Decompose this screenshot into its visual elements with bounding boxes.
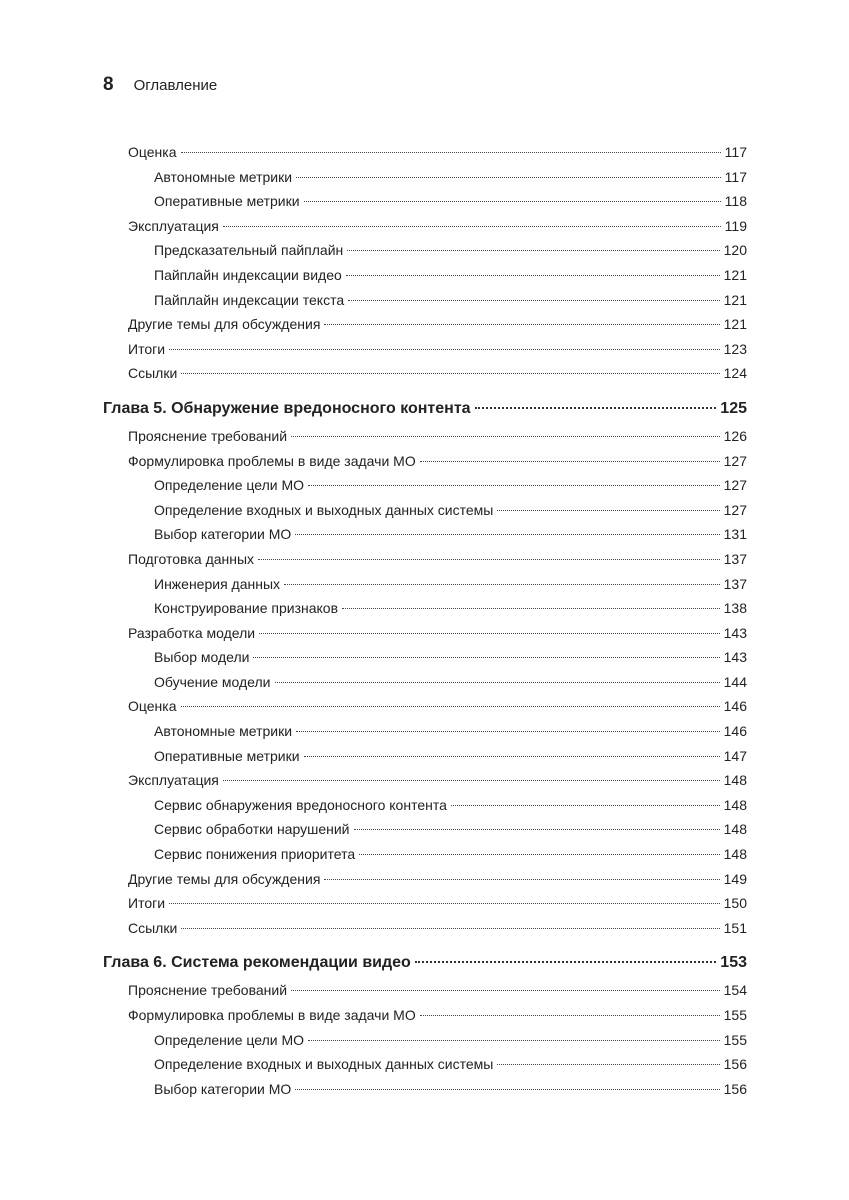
dot-leader	[295, 1089, 719, 1090]
dot-leader	[451, 805, 720, 806]
toc-entry[interactable]	[103, 1003, 747, 1028]
toc-entry[interactable]	[103, 842, 747, 867]
dot-leader	[253, 657, 719, 658]
dot-leader	[348, 300, 720, 301]
toc-entry-title: Выбор модели	[154, 649, 250, 666]
toc-entry[interactable]	[103, 312, 747, 337]
toc-entry-page: 127	[723, 477, 747, 494]
dot-leader	[291, 436, 720, 437]
page-number: 8	[103, 74, 114, 95]
toc-entry[interactable]	[103, 337, 747, 362]
toc-entry-title: Эксплуатация	[128, 772, 219, 789]
toc-entry-page: 127	[723, 452, 747, 469]
toc-entry-title: Глава 5. Обнаружение вредоносного контента	[103, 399, 471, 417]
toc-entry-title: Сервис понижения приоритета	[154, 846, 356, 863]
toc-entry[interactable]	[103, 744, 747, 769]
toc-entry-page: 148	[723, 846, 747, 863]
toc-entry[interactable]	[103, 916, 747, 941]
toc-entry-page: 146	[723, 723, 747, 740]
toc-entry[interactable]	[103, 645, 747, 670]
toc-entry-page: 150	[723, 895, 747, 912]
toc-entry-page: 124	[723, 365, 747, 382]
toc-entry-title: Оперативные метрики	[154, 193, 300, 210]
toc-entry-title: Определение входных и выходных данных системы	[154, 1056, 494, 1073]
toc-entry-page: 121	[723, 266, 747, 283]
toc-entry-page: 156	[723, 1080, 747, 1097]
toc-entry-page: 155	[723, 1031, 747, 1048]
toc-entry[interactable]	[103, 361, 747, 386]
toc-chapter-entry[interactable]	[103, 948, 747, 978]
toc-entry[interactable]	[103, 1077, 747, 1102]
dot-leader	[324, 879, 719, 880]
toc-entry-title: Итоги	[128, 340, 166, 357]
toc-entry-title: Другие темы для обсуждения	[128, 870, 321, 887]
toc-entry-title: Обучение модели	[154, 673, 271, 690]
dot-leader	[304, 201, 721, 202]
toc-entry-title: Эксплуатация	[128, 217, 219, 234]
toc-entry-page: 131	[723, 526, 747, 543]
toc-entry[interactable]	[103, 424, 747, 449]
toc-entry-title: Определение цели МО	[154, 1031, 305, 1048]
toc-entry[interactable]	[103, 867, 747, 892]
toc-entry-title: Ссылки	[128, 365, 178, 382]
toc-entry-page: 123	[723, 340, 747, 357]
dot-leader	[258, 559, 720, 560]
dot-leader	[259, 633, 720, 634]
toc-entry-title: Пайплайн индексации видео	[154, 266, 342, 283]
toc-entry-page: 153	[720, 954, 747, 972]
toc-entry-page: 154	[723, 982, 747, 999]
dot-leader	[497, 1064, 719, 1065]
toc-entry[interactable]	[103, 214, 747, 239]
toc-entry-title: Пайплайн индексации текста	[154, 291, 345, 308]
toc-entry-title: Автономные метрики	[154, 168, 293, 185]
toc-entry-title: Прояснение требований	[128, 982, 288, 999]
toc-entry-page: 148	[723, 772, 747, 789]
toc-entry[interactable]	[103, 522, 747, 547]
dot-leader	[475, 407, 717, 409]
toc-entry[interactable]	[103, 165, 747, 190]
dot-leader	[359, 854, 720, 855]
toc-entry-title: Определение входных и выходных данных системы	[154, 501, 494, 518]
toc-entry[interactable]	[103, 793, 747, 818]
dot-leader	[324, 324, 719, 325]
toc-entry-page: 119	[724, 217, 747, 234]
toc-entry[interactable]	[103, 572, 747, 597]
dot-leader	[346, 275, 720, 276]
toc-entry-title: Автономные метрики	[154, 723, 293, 740]
toc-entry-title: Выбор категории МО	[154, 526, 292, 543]
dot-leader	[308, 485, 720, 486]
toc-entry[interactable]	[103, 473, 747, 498]
dot-leader	[181, 706, 720, 707]
toc-entry-title: Определение цели МО	[154, 477, 305, 494]
toc-entry[interactable]	[103, 1052, 747, 1077]
toc-entry[interactable]	[103, 817, 747, 842]
toc-entry-title: Глава 6. Система рекомендации видео	[103, 954, 411, 972]
toc-entry-title: Разработка модели	[128, 624, 256, 641]
toc-entry-title: Подготовка данных	[128, 550, 255, 567]
toc-entry-title: Другие темы для обсуждения	[128, 316, 321, 333]
toc-entry-page: 137	[723, 550, 747, 567]
toc-entry[interactable]	[103, 719, 747, 744]
toc-entry-page: 125	[720, 399, 747, 417]
dot-leader	[284, 584, 720, 585]
toc-entry[interactable]	[103, 288, 747, 313]
toc-entry-title: Инженерия данных	[154, 575, 281, 592]
dot-leader	[169, 349, 720, 350]
toc-entry-title: Оценка	[128, 144, 177, 160]
toc-entry[interactable]	[103, 547, 747, 572]
toc-entry[interactable]	[103, 189, 747, 214]
toc-entry[interactable]	[103, 449, 747, 474]
toc-entry-title: Сервис обнаружения вредоносного контента	[154, 796, 447, 813]
toc-entry-page: 143	[723, 649, 747, 666]
toc-entry-page: 143	[723, 624, 747, 641]
toc-entry-title: Формулировка проблемы в виде задачи МО	[128, 452, 416, 469]
toc-entry-title: Выбор категории МО	[154, 1080, 292, 1097]
toc-entry-title: Предсказательный пайплайн	[154, 242, 344, 259]
toc-chapter-entry[interactable]	[103, 394, 747, 424]
dot-leader	[415, 961, 716, 963]
toc-entry-page: 117	[724, 168, 747, 185]
toc-entry-page: 151	[723, 919, 747, 936]
toc-entry-page: 127	[723, 501, 747, 518]
dot-leader	[181, 373, 719, 374]
dot-leader	[181, 928, 719, 929]
toc-entry[interactable]	[103, 891, 747, 916]
toc-entry-title: Ссылки	[128, 919, 178, 936]
toc-entry-page: 117	[724, 144, 747, 160]
toc-entry-page: 137	[723, 575, 747, 592]
dot-leader	[347, 250, 719, 251]
dot-leader	[296, 731, 720, 732]
toc-entry-page: 120	[723, 242, 747, 259]
toc-entry[interactable]	[103, 238, 747, 263]
dot-leader	[275, 682, 720, 683]
dot-leader	[296, 177, 721, 178]
toc-entry-title: Оценка	[128, 698, 177, 715]
toc-entry[interactable]	[103, 768, 747, 793]
toc-entry[interactable]	[103, 670, 747, 695]
dot-leader	[223, 226, 721, 227]
toc-entry-page: 146	[723, 698, 747, 715]
toc-entry-title: Прояснение требований	[128, 427, 288, 444]
toc-entry[interactable]	[103, 596, 747, 621]
dot-leader	[181, 152, 721, 153]
dot-leader	[169, 903, 720, 904]
dot-leader	[304, 756, 720, 757]
dot-leader	[354, 829, 720, 830]
dot-leader	[497, 510, 719, 511]
toc-entry-page: 147	[723, 747, 747, 764]
toc-entry-page: 148	[723, 821, 747, 838]
toc-entry-page: 149	[723, 870, 747, 887]
toc-entry-title: Формулировка проблемы в виде задачи МО	[128, 1007, 416, 1023]
toc-entry-page: 148	[723, 796, 747, 813]
toc-entry[interactable]	[103, 978, 747, 1003]
toc-entry[interactable]	[103, 694, 747, 719]
toc-entry[interactable]	[103, 621, 747, 646]
toc-entry-page: 155	[723, 1007, 747, 1023]
toc-entry-title: Итоги	[128, 895, 166, 912]
table-of-contents	[103, 140, 747, 1101]
toc-entry-page: 121	[723, 316, 747, 333]
section-title: Оглавление	[133, 77, 218, 94]
running-head	[103, 74, 217, 102]
dot-leader	[295, 534, 719, 535]
toc-entry-page: 156	[723, 1056, 747, 1073]
dot-leader	[223, 780, 720, 781]
toc-entry-page: 138	[723, 600, 747, 617]
dot-leader	[342, 608, 720, 609]
toc-entry-page: 121	[723, 291, 747, 308]
dot-leader	[308, 1040, 720, 1041]
toc-entry[interactable]	[103, 498, 747, 523]
toc-entry-page: 118	[724, 193, 747, 210]
toc-entry[interactable]	[103, 140, 747, 165]
toc-entry[interactable]	[103, 263, 747, 288]
toc-entry-page: 144	[723, 673, 747, 690]
toc-entry-title: Сервис обработки нарушений	[154, 821, 350, 838]
toc-entry-page: 126	[723, 427, 747, 444]
toc-entry[interactable]	[103, 1028, 747, 1053]
toc-entry-title: Конструирование признаков	[154, 600, 339, 617]
dot-leader	[291, 990, 720, 991]
toc-entry-title: Оперативные метрики	[154, 747, 300, 764]
dot-leader	[420, 1015, 720, 1016]
dot-leader	[420, 461, 720, 462]
